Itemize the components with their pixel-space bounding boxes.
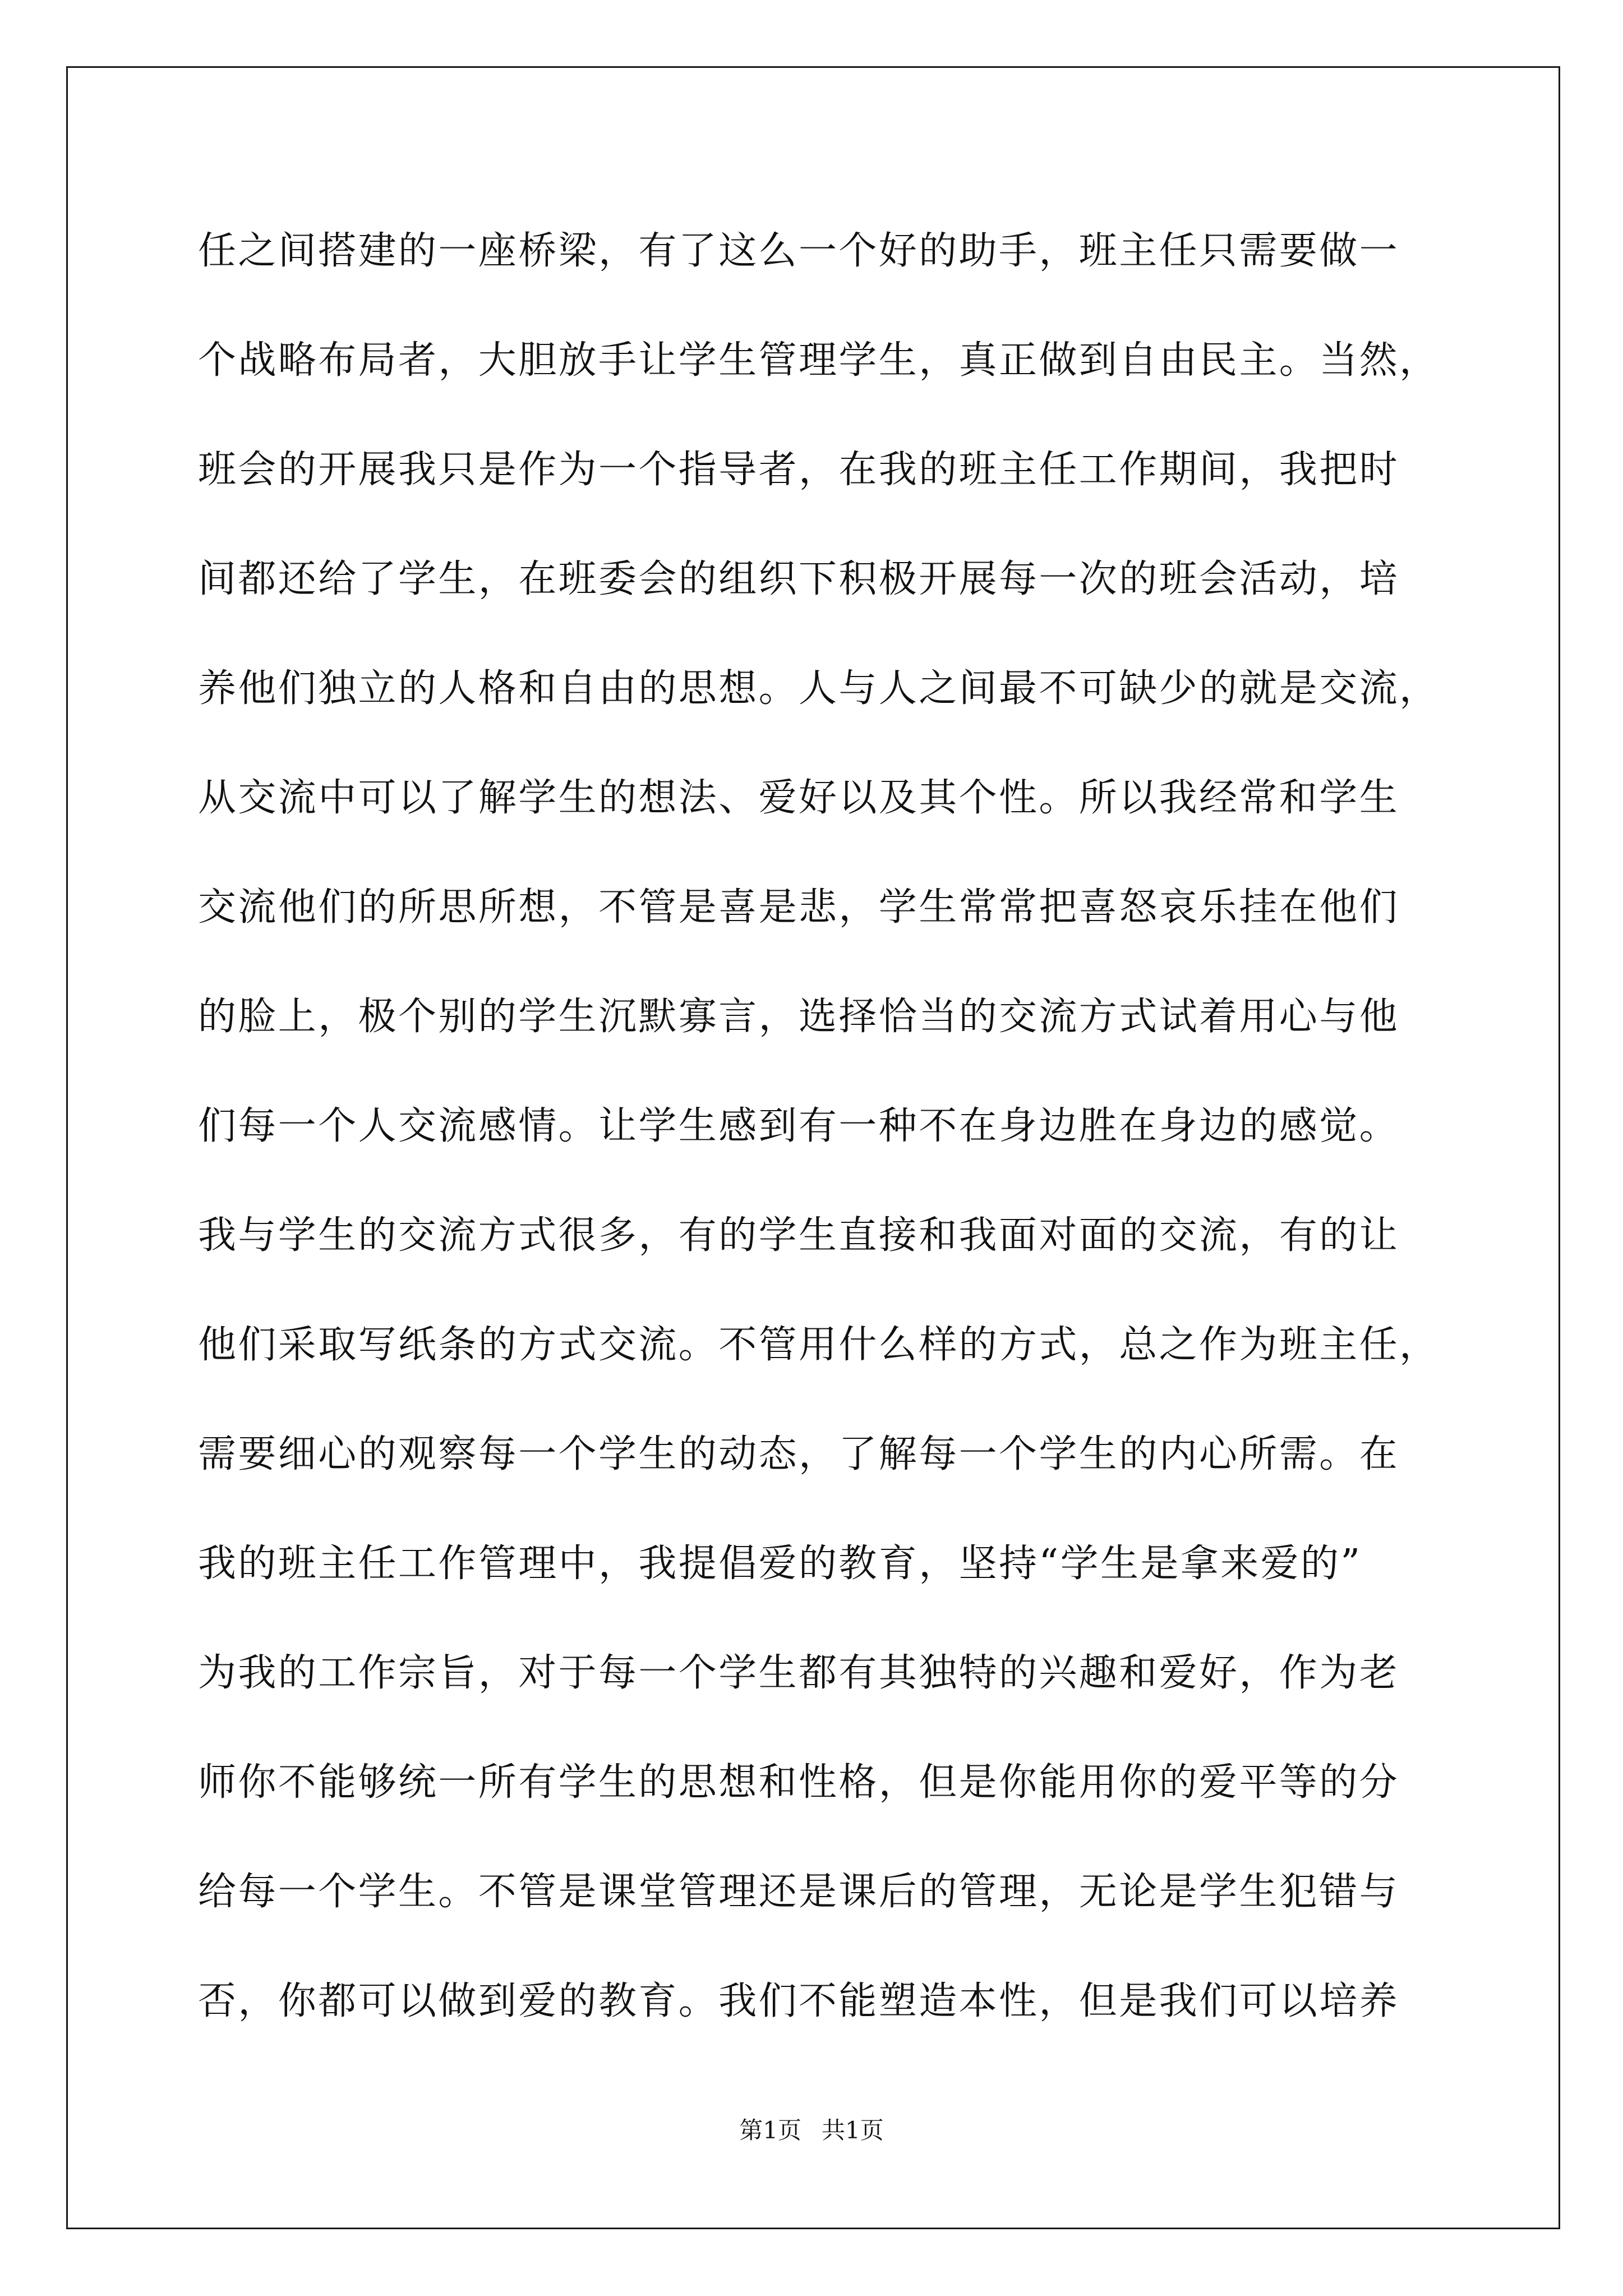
page-total: 共1页 [822,2116,884,2144]
text-line: 为我的工作宗旨，对于每一个学生都有其独特的兴趣和爱好，作为老 [198,1651,1400,1695]
text-line: 我的班主任工作管理中，我提倡爱的教育，坚持“学生是拿来爱的” [198,1542,1362,1586]
text-line: 们每一个人交流感情。让学生感到有一种不在身边胜在身边的感觉。 [198,1104,1400,1148]
text-line: 他们采取写纸条的方式交流。不管用什么样的方式，总之作为班主任， [198,1323,1440,1367]
text-line: 班会的开展我只是作为一个指导者，在我的班主任工作期间，我把时 [198,448,1400,492]
text-line: 的脸上，极个别的学生沉默寡言，选择恰当的交流方式试着用心与他 [198,995,1400,1039]
text-line: 间都还给了学生，在班委会的组织下积极开展每一次的班会活动，培 [198,557,1400,601]
document-body [198,218,1449,2077]
text-line: 交流他们的所思所想，不管是喜是悲，学生常常把喜怒哀乐挂在他们 [198,885,1400,930]
text-line: 从交流中可以了解学生的想法、爱好以及其个性。所以我经常和学生 [198,776,1400,820]
text-line: 需要细心的观察每一个学生的动态，了解每一个学生的内心所需。在 [198,1432,1400,1476]
text-line: 任之间搭建的一座桥梁，有了这么一个好的助手，班主任只需要做一 [198,229,1400,273]
text-line: 否，你都可以做到爱的教育。我们不能塑造本性，但是我们可以培养 [198,1979,1400,2023]
text-line: 养他们独立的人格和自由的思想。人与人之间最不可缺少的就是交流， [198,666,1440,711]
text-line: 师你不能够统一所有学生的思想和性格，但是你能用你的爱平等的分 [198,1760,1400,1805]
page-footer [0,2114,1623,2147]
text-line: 给每一个学生。不管是课堂管理还是课后的管理，无论是学生犯错与 [198,1870,1400,1914]
page-number: 第1页 [739,2116,801,2144]
text-line: 我与学生的交流方式很多，有的学生直接和我面对面的交流，有的让 [198,1213,1400,1258]
text-line: 个战略布局者，大胆放手让学生管理学生，真正做到自由民主。当然， [198,338,1440,383]
